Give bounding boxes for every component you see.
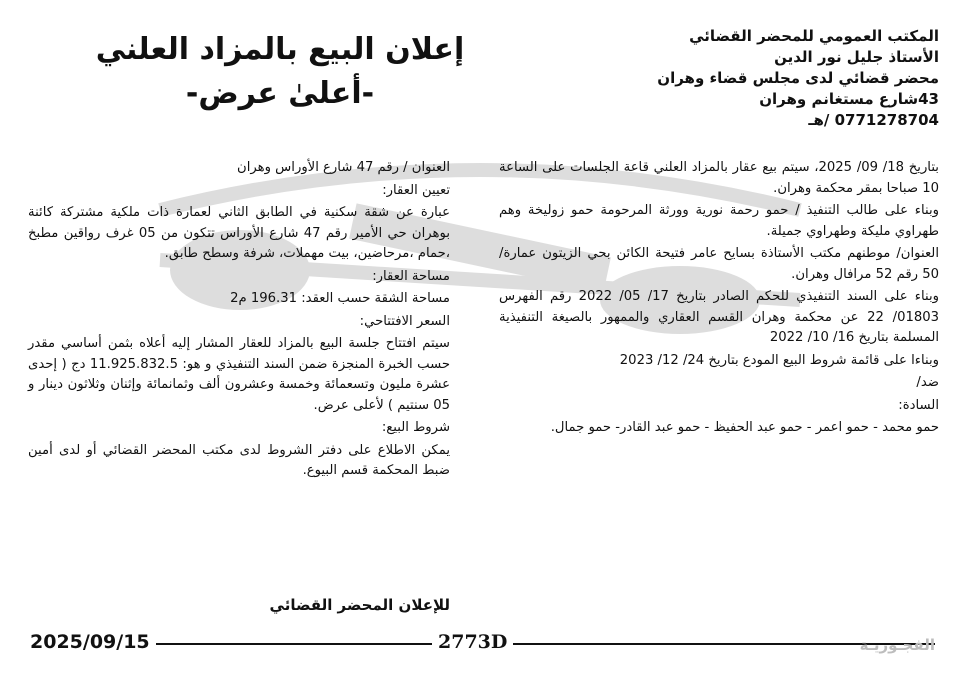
right-paragraph-8: حمو محمد - حمو اعمر - حمو عبد الحفيظ - حمو عبد القادر- حمو جمال.: [550, 420, 939, 435]
footer-date: 2025/09/15: [24, 630, 156, 654]
left-paragraph-5: مساحة الشقة حسب العقد: 196.31 م2: [230, 291, 450, 306]
signature: للإعلان المحضر القضائي: [269, 596, 450, 614]
right-paragraph-5: وبناءا على قائمة شروط البيع المودع بتاريخ 24/ 12/ 2023: [619, 352, 939, 368]
office-line-2: الأستاذ جليل نور الدين: [774, 48, 939, 66]
right-paragraph-2: وبناء على طالب التنفيذ / حمو رحمة نورية وورثة المرحومة حمو زوليخة وهم طهراوي مليكة وطهراوي جميلة.: [499, 203, 939, 239]
notice-title: [90, 28, 470, 116]
newspaper-logo: الفجـوريـة: [859, 636, 935, 654]
left-paragraph-4: مساحة العقار:: [372, 268, 450, 284]
right-paragraph-4: وبناء على السند التنفيذي للحكم الصادر بتاريخ 17/ 05/ 2022 رقم الفهرس 01803/ 22 عن محكمة وهران القسم العقاري والممهور بالصيغة التنفيذية المسلمة بتاريخ 16/ 10/ 2022: [499, 289, 940, 345]
right-paragraph-6: ضد/: [916, 375, 939, 390]
left-paragraph-9: يمكن الاطلاع على دفتر الشروط لدى مكتب المحضر القضائي أو لدى أمين ضبط المحكمة قسم البيوع.: [28, 442, 450, 478]
right-paragraph-1: بتاريخ 18/ 09/ 2025، سيتم بيع عقار بالمزاد العلني قاعة الجلسات على الساعة 10 صباحا بمقر محكمة وهران.: [499, 160, 939, 196]
left-paragraph-3: عبارة عن شقة سكنية في الطابق الثاني لعمارة ذات ملكية مشتركة كائنة بوهران حي الأمير رقم 47 شارع الأوراس تتكون من 05 غرف رواقين مطبخ ،حمام ،مرحاضين، بيت مهملات، شرفة وسطح طابق.: [28, 205, 450, 261]
left-paragraph-2: تعيين العقار:: [382, 182, 450, 198]
right-paragraph-7: السادة:: [898, 397, 939, 413]
notice-title-line-2: -أعلىٰ عرض-: [185, 76, 375, 111]
footer-code: 2773D: [432, 630, 513, 654]
right-paragraph-3: العنوان/ موطنهم مكتب الأستاذة بسايح عامر فتيحة الكائن بحي الزيتون عمارة/ 50 رقم 52 مرافال وهران.: [499, 246, 939, 282]
left-paragraph-8: شروط البيع:: [381, 420, 450, 435]
office-line-5: 0771278704 /هـ: [808, 111, 939, 129]
left-paragraph-1: العنوان / رقم 47 شارع الأوراس وهران: [237, 160, 450, 175]
office-line-3: محضر قضائي لدى مجلس قضاء وهران: [657, 69, 939, 87]
office-line-4: 43شارع مستغانم وهران: [759, 90, 939, 108]
left-paragraph-6: السعر الافتتاحي:: [359, 313, 450, 329]
office-line-1: المكتب العمومي للمحضر القضائي: [689, 27, 939, 45]
left-column: [28, 158, 450, 484]
left-paragraph-7: سيتم افتتاح جلسة البيع بالمزاد للعقار المشار إليه أعلاه بثمن أساسي مقدر حسب الخبرة المنجزة ضمن السند التنفيذي و هو: 11.925.832.5 دج ( إحدى عشرة مليون وتسعمائة وخمسة وعشرون ألف وثمانمائة وإثنان وثلاثون دينار و 05 سنتيم ) لأعلى عرض.: [28, 336, 450, 413]
bailiff-office-header: [639, 26, 939, 131]
notice-title-line-1: إعلان البيع بالمزاد العلني: [95, 32, 465, 67]
right-column: [499, 158, 939, 441]
